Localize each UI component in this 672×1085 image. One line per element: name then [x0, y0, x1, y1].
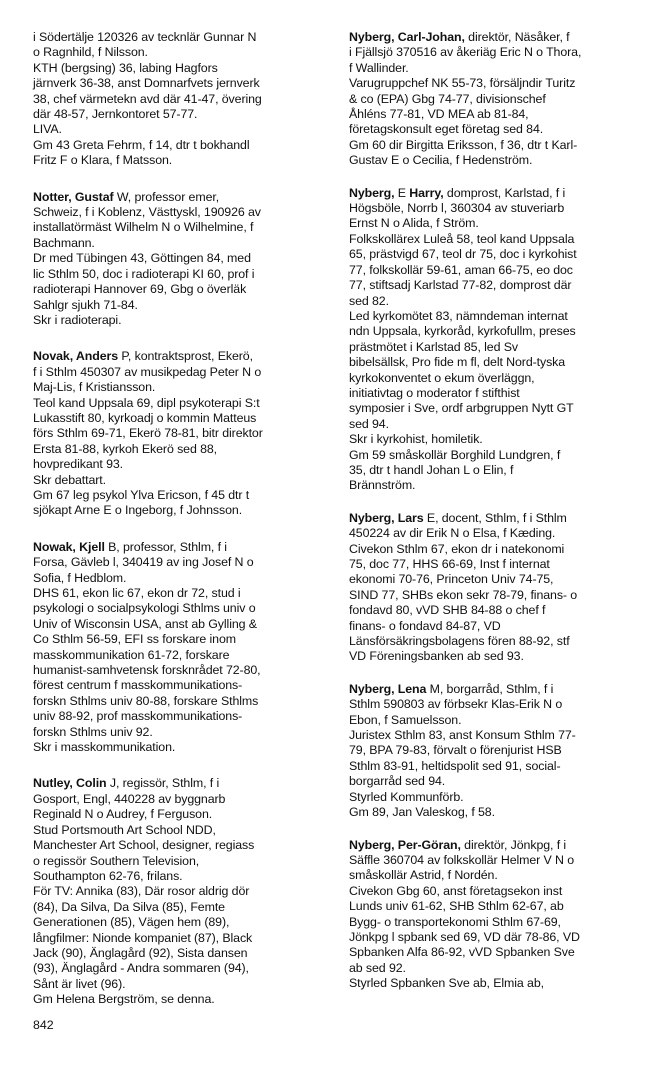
entry-line: radioterapi Hannover 69, Gbg o överläk: [33, 282, 247, 297]
entry-line: SIND 77, SHBs ekon sekr 78-79, finans- o: [349, 587, 578, 602]
entry-line: Schweiz, f i Koblenz, Västtyskl, 190926 av: [33, 205, 261, 220]
entry-line: Gm 67 leg psykol Ylva Ericson, f 45 dtr t: [33, 487, 250, 502]
entry-heading: [349, 838, 649, 853]
entry-name: Nutley, Colin: [33, 776, 107, 791]
entry-line: Skr i kyrkohist, homiletik.: [349, 432, 483, 447]
entry-line: Lunds univ 61-62, SHB Sthlm 62-67, ab: [349, 899, 564, 914]
entry-line: humanist-samhvetensk forsknrådet 72-80,: [33, 663, 261, 678]
entry-line: Civekon Sthlm 67, ekon dr i natekonomi: [349, 541, 565, 556]
entry-nyberg-lena: [349, 682, 649, 821]
entry-line: (93), Änglagård - Andra sommaren (94),: [33, 961, 249, 976]
entry-line: LIVA.: [33, 122, 62, 137]
entry-line: univ 88-92, prof masskommunikations-: [33, 709, 243, 724]
entry-heading: [349, 511, 649, 526]
entry-line: finans- o fondavd 84-87, VD: [349, 618, 501, 633]
entry-name: Nyberg, Lars: [349, 510, 424, 525]
entry-line: Sånt är livet (96).: [33, 976, 126, 991]
entry-heading: [349, 30, 649, 45]
entry-line: där 48-57, Jernkontoret 57-77.: [33, 107, 198, 122]
entry-line: 77, folkskollär 59-61, aman 66-75, eo doc: [349, 262, 573, 277]
entry-line: borgarråd sed 94.: [349, 774, 446, 789]
entry-heading-rest: J, regissör, Sthlm, f i: [106, 776, 220, 791]
entry-heading-rest: direktör, Jönkpg, f i: [460, 837, 567, 852]
entry-line: sed 82.: [349, 293, 389, 308]
entry-heading: [33, 540, 333, 555]
entry-line: Teol kand Uppsala 69, dipl psykoterapi S:t: [33, 395, 260, 410]
entry-line: Sthlm 590803 av förbsekr Klas-Erik N o: [349, 697, 563, 712]
entry-novak-anders: [33, 349, 333, 518]
entry-line: Co Sthlm 56-59, EFI ss forskare inom: [33, 632, 236, 647]
entry-name: Notter, Gustaf: [33, 189, 114, 204]
entry-line: Dr med Tübingen 43, Göttingen 84, med: [33, 251, 251, 266]
entry-heading-mid: E: [394, 185, 410, 200]
entry-line: 65, prästvigd 67, teol dr 75, doc i kyrkohist: [349, 247, 577, 262]
entry-line: Fritz F o Klara, f Matsson.: [33, 153, 173, 168]
entry-line: Gustav E o Cecilia, f Hedenström.: [349, 153, 533, 168]
entry-line: förest centrum f masskommunikations-: [33, 678, 243, 693]
entry-line: Brännström.: [349, 478, 416, 493]
entry-line: Gm Helena Bergström, se denna.: [33, 992, 215, 1007]
entry-line: Säffle 360704 av folkskollär Helmer V N o: [349, 852, 575, 867]
entry-heading-rest: P, kontraktsprost, Ekerö,: [118, 349, 253, 364]
entry-heading: [33, 190, 333, 205]
entry-name: Nyberg, Per-Göran,: [349, 837, 461, 852]
entry-line: Skr i radioterapi.: [33, 312, 122, 327]
entry-line: Southampton 62-76, frilans.: [33, 868, 183, 883]
entry-line: Led kyrkomötet 83, nämndeman internat: [349, 308, 568, 323]
entry-line: Univ of Wisconsin USA, anst ab Gylling &: [33, 616, 257, 631]
entry-heading-rest: W, professor emer,: [113, 189, 220, 204]
right-column: [349, 30, 649, 992]
entry-line: f Wallinder.: [349, 60, 409, 75]
entry-line: forskn Sthlms univ 80-88, forskare Sthlms: [33, 693, 259, 708]
entry-line: ab sed 92.: [349, 960, 406, 975]
entry-name: Nyberg,: [349, 185, 395, 200]
entry-name: Nyberg, Carl-Johan,: [349, 30, 465, 44]
entry-line: småskollär Astrid, f Nordén.: [349, 868, 498, 883]
entry-line: 38, chef värmetekn avd där 41-47, övering: [33, 91, 262, 106]
entry-line: Sahlgr sjukh 71-84.: [33, 297, 138, 312]
entry-line: (84), Da Silva, Da Silva (85), Femte: [33, 899, 225, 914]
entry-line: sjökapt Arne E o Ingeborg, f Johnsson.: [33, 503, 243, 518]
entry-heading: [33, 776, 333, 791]
entry-line: KTH (bergsing) 36, labing Hagfors: [33, 60, 218, 75]
entry-line: & co (EPA) Gbg 74-77, divisionschef: [349, 91, 546, 106]
entry-line: Gm 59 småskollär Borghild Lundgren, f: [349, 447, 561, 462]
entry-name-given: Harry,: [409, 185, 444, 200]
entry-line: 450224 av dir Erik N o Elsa, f Kæding.: [349, 526, 556, 541]
entry-line: Åhléns 77-81, VD MEA ab 81-84,: [349, 107, 529, 122]
entry-line: Civekon Gbg 60, anst företagsekon inst: [349, 883, 563, 898]
entry-line: i Södertälje 120326 av tecknlär Gunnar N: [33, 30, 257, 44]
entry-line: forskn Sthlms univ 92.: [33, 724, 153, 739]
entry-line: Bygg- o transportekonomi Sthlm 67-69,: [349, 914, 561, 929]
entry-line: Jönkpg l spbank sed 69, VD där 78-86, VD: [349, 929, 580, 944]
entry-line: Ernst N o Alida, f Ström.: [349, 216, 479, 231]
entry-line: ekonomi 70-76, Princeton Univ 74-75,: [349, 572, 554, 587]
entry-line: järnverk 36-38, anst Domnarfvets jernverk: [33, 76, 260, 91]
entry-line: Länsförsäkringsbolagens fören 88-92, stf: [349, 634, 570, 649]
entry-line: Ersta 81-88, kyrkoh Ekerö sed 88,: [33, 441, 218, 456]
entry-line: Reginald N o Audrey, f Ferguson.: [33, 807, 213, 822]
entry-line: Juristex Sthlm 83, anst Konsum Sthlm 77-: [349, 728, 576, 743]
page-number: 842: [33, 1018, 54, 1032]
entry-heading-rest: direktör, Näsåker, f: [464, 30, 570, 44]
entry-line: Generationen (85), Vägen hem (89),: [33, 915, 230, 930]
entry-line: 75, doc 77, HHS 66-69, Inst f internat: [349, 557, 550, 571]
entry-heading-rest: M, borgarråd, Sthlm, f i: [426, 681, 554, 696]
entry-line: Skr i masskommunikation.: [33, 740, 176, 755]
entry-nyberg-carl-johan: [349, 30, 649, 169]
entry-heading: [349, 682, 649, 697]
entry-line: ndn Uppsala, kyrkoråd, kyrkofullm, preses: [349, 324, 576, 339]
entry-line: 77, stiftsadj Karlstad 77-82, domprost där: [349, 278, 572, 293]
left-column: [33, 30, 333, 1008]
entry-heading: [349, 186, 649, 201]
entry-line: Bachmann.: [33, 235, 95, 250]
entry-line: Skr debattart.: [33, 472, 106, 487]
entry-line: VD Föreningsbanken ab sed 93.: [349, 649, 524, 664]
entry-heading-rest: E, docent, Sthlm, f i Sthlm: [423, 510, 567, 525]
entry-heading-rest: domprost, Karlstad, f i: [443, 185, 566, 200]
entry-line: Sofia, f Hedblom.: [33, 570, 127, 585]
entry-heading: [33, 349, 333, 364]
entry-line: kyrkokonventet o ekum överläggn,: [349, 370, 535, 385]
entry-line: masskommunikation 61-72, forskare: [33, 647, 230, 662]
entry-line: bibelsällsk, Pro fide m fl, delt Nord-tyska: [349, 355, 566, 370]
entry-line: DHS 61, ekon lic 67, ekon dr 72, stud i: [33, 586, 241, 600]
entry-line: Spbanken Alfa 86-92, vVD Spbanken Sve: [349, 945, 575, 960]
entry-line: Gm 60 dir Birgitta Eriksson, f 36, dtr t Karl-: [349, 137, 578, 152]
entry-line: sed 94.: [349, 416, 389, 431]
entry-heading-rest: B, professor, Sthlm, f i: [104, 539, 227, 554]
entry-line: lic Sthlm 50, doc i radioterapi KI 60, prof i: [33, 266, 255, 281]
entry-line: långfilmer: Nionde kompaniet (87), Black: [33, 930, 253, 945]
entry-line: förs Sthlm 69-71, Ekerö 78-81, bitr direktor: [33, 426, 263, 441]
entry-line: Styrled Kommunförb.: [349, 789, 464, 804]
entry-line: Högsböle, Norrb l, 360304 av stuveriarb: [349, 201, 565, 216]
entry-line: Maj-Lis, f Kristiansson.: [33, 380, 156, 395]
entry-line: Gm 43 Greta Fehrm, f 14, dtr t bokhandl: [33, 137, 250, 152]
entry-line: Ebon, f Samuelsson.: [349, 712, 462, 727]
entry-name: Novak, Anders: [33, 349, 119, 364]
entry-line: initiativtag o moderator f stifthist: [349, 385, 520, 400]
entry-line: Stud Portsmouth Art School NDD,: [33, 822, 216, 837]
entry-line: hovpredikant 93.: [33, 457, 124, 472]
entry-line: fondavd 80, vVD SHB 84-88 o chef f: [349, 603, 546, 618]
entry-name: Nyberg, Lena: [349, 681, 427, 696]
entry-notter-gustaf: [33, 190, 333, 329]
entry-line: Lukasstift 80, kyrkoadj o kommin Matteus: [33, 410, 257, 425]
entry-nutley-colin: [33, 776, 333, 1007]
entry-continuation: [33, 30, 333, 169]
entry-nyberg-per-goran: [349, 838, 649, 992]
entry-line: företagskonsult eget företag sed 84.: [349, 122, 544, 137]
entry-line: prästmötet i Karlstad 85, led Sv: [349, 339, 518, 354]
entry-nyberg-harry: [349, 186, 649, 494]
entry-line: Styrled Spbanken Sve ab, Elmia ab,: [349, 976, 544, 991]
entry-line: o Ragnhild, f Nilsson.: [33, 45, 148, 60]
entry-line: För TV: Annika (83), Där rosor aldrig dör: [33, 884, 250, 899]
entry-line: Sthlm 83-91, heltidspolit sed 91, social-: [349, 758, 561, 773]
entry-line: i Fjällsjö 370516 av åkeriäg Eric N o Thora,: [349, 45, 582, 60]
entry-nyberg-lars: [349, 511, 649, 665]
entry-line: Folkskollärex Luleå 58, teol kand Uppsala: [349, 231, 575, 246]
entry-line: Gosport, Engl, 440228 av byggnarb: [33, 791, 226, 806]
entry-name: Nowak, Kjell: [33, 539, 105, 554]
entry-line: Forsa, Gävleb l, 340419 av ing Josef N o: [33, 555, 254, 570]
entry-nowak-kjell: [33, 540, 333, 756]
entry-line: 79, BPA 79-83, förvalt o förenjurist HSB: [349, 743, 562, 758]
entry-line: Jack (90), Änglagård (92), Sista dansen: [33, 945, 248, 960]
entry-line: symposier i Sve, ordf arbgruppen Nytt GT: [349, 401, 574, 416]
entry-line: Gm 89, Jan Valeskog, f 58.: [349, 805, 495, 820]
entry-line: f i Sthlm 450307 av musikpedag Peter N o: [33, 364, 262, 379]
entry-line: Varugruppchef NK 55-73, försäljndir Turitz: [349, 76, 576, 91]
entry-line: psykologi o socialpsykologi Sthlms univ o: [33, 601, 256, 616]
entry-line: o regissör Southern Television,: [33, 853, 200, 868]
entry-line: installatörmäst Wilhelm N o Wilhelmine, f: [33, 220, 254, 235]
entry-line: 35, dtr t handl Johan L o Elin, f: [349, 462, 514, 477]
entry-line: Manchester Art School, designer, regiass: [33, 838, 255, 853]
